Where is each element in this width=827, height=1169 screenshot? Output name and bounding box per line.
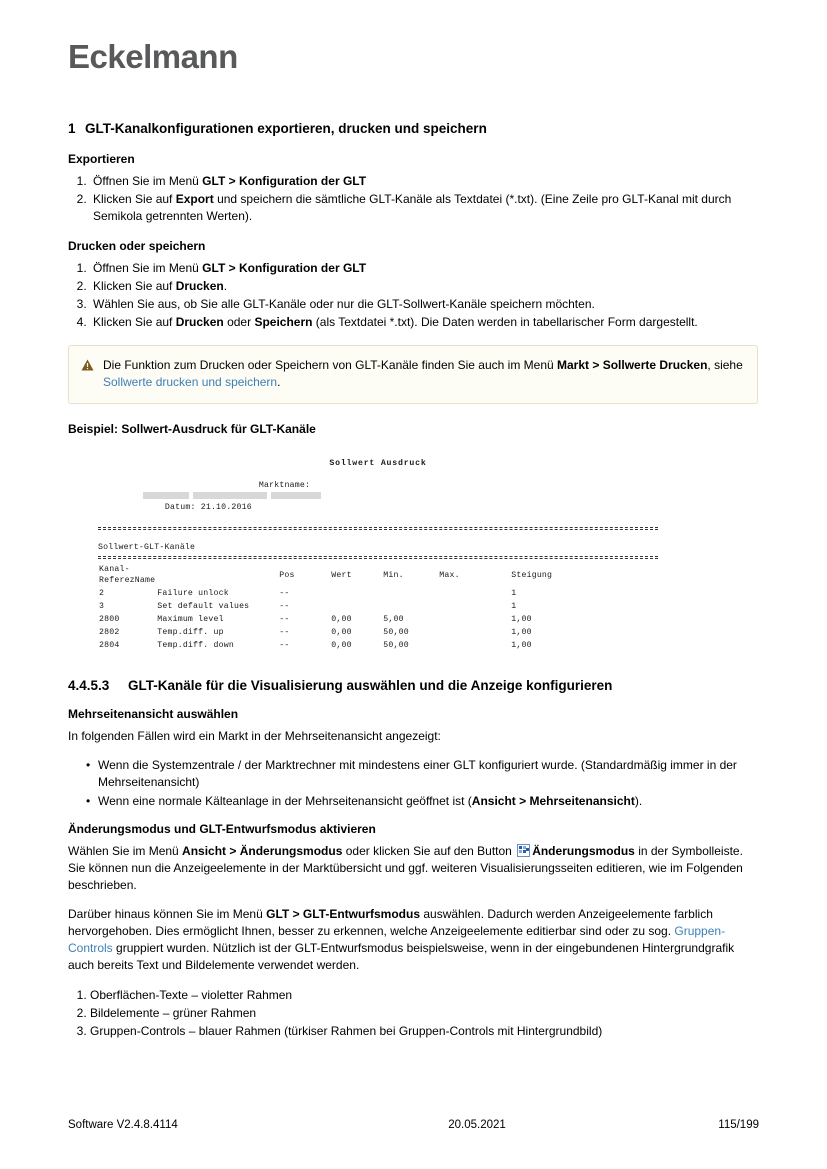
list-item: [90, 173, 758, 190]
list-item: [88, 757, 758, 791]
col-header-min: Min.: [383, 570, 404, 580]
printout-marktname-row: [98, 469, 658, 524]
footer-page-number: 115/199: [718, 1119, 759, 1131]
step-text: Öffnen Sie im Menü: [93, 260, 203, 275]
print-steps-list: [68, 260, 758, 331]
list-item: 3. Gruppen-Controls – blauer Rahmen (türkiser Rahmen bei Gruppen-Controls mit Hintergrundbild): [90, 1022, 758, 1040]
table-row: [98, 613, 553, 626]
printout-datum: Datum: 21.10.2016: [164, 502, 252, 512]
cell-max: [438, 600, 510, 613]
col-header-steigung: Steigung: [511, 570, 553, 580]
step-bold: Export: [175, 191, 214, 206]
cell-max: [438, 626, 510, 639]
step-post: und speichern die sämtliche GLT-Kanäle als Textdatei (*.txt). (Eine Zeile pro GLT-Kanal mit durch Semikola getrennten Werten).: [93, 191, 732, 223]
step-text: Klicken Sie auf: [93, 278, 176, 293]
list-item: 2. Bildelemente – grüner Rahmen: [90, 1004, 758, 1022]
step-text: Klicken Sie auf: [93, 191, 176, 206]
section-2-heading: [68, 678, 758, 693]
subheading-mehrseitenansicht: Mehrseitenansicht auswählen: [68, 707, 239, 722]
warning-icon: [81, 358, 94, 376]
example-heading: Beispiel: Sollwert-Ausdruck für GLT-Kanäle: [68, 421, 316, 436]
section-2-number: 4.4.5.3: [68, 678, 110, 694]
printout-title: Sollwert Ausdruck: [329, 458, 427, 468]
printout-divider-3: [98, 556, 658, 557]
list-item: [88, 793, 758, 810]
para-bold-1: Ansicht > Änderungsmodus: [182, 843, 343, 858]
aenderungsmodus-icon[interactable]: [517, 844, 530, 857]
cell-steigung: 1,00: [511, 641, 532, 651]
printout-divider-4: [98, 558, 658, 559]
list-item: [90, 260, 758, 277]
cell-kanal: 2804: [99, 641, 120, 651]
cell-min: [382, 587, 438, 600]
para-text-2: oder klicken Sie auf den Button: [342, 843, 516, 858]
cell-steigung: 1,00: [511, 615, 532, 625]
step-bold: GLT > Konfiguration der GLT: [202, 260, 367, 275]
table-row: [98, 639, 553, 652]
step-bold: GLT > Konfiguration der GLT: [202, 173, 367, 188]
col-header-name: [156, 563, 278, 587]
cell-name: Maximum level: [157, 615, 224, 625]
bullet-post: ).: [634, 793, 643, 808]
para-bold-2: Änderungsmodus: [532, 843, 635, 858]
note-text-part-1: Die Funktion zum Drucken oder Speichern von GLT-Kanäle finden Sie auch im Menü: [103, 357, 558, 372]
cell-max: [438, 639, 510, 652]
list-item: 1. Oberflächen-Texte – violetter Rahmen: [90, 986, 758, 1004]
step-bold-2: Speichern: [254, 314, 313, 329]
step-text: Öffnen Sie im Menü: [93, 173, 203, 188]
cell-min: 50,00: [383, 641, 409, 651]
company-logo: Eckelmann: [68, 38, 238, 75]
note-text-part-3: .: [277, 375, 281, 390]
list-item: [90, 314, 758, 331]
bullet-text: Wenn eine normale Kälteanlage in der Mehrseitenansicht geöffnet ist (: [98, 793, 472, 808]
cell-pos: --: [279, 602, 290, 612]
section-1-number: 1: [68, 121, 76, 136]
cell-name: Temp.diff. down: [157, 641, 234, 651]
document-content: [68, 120, 758, 1050]
section-1-heading: [68, 120, 758, 138]
step-bold: Drucken: [175, 314, 224, 329]
table-row: [98, 587, 553, 600]
cell-wert: [330, 600, 382, 613]
cell-max: [438, 613, 510, 626]
cell-wert: [330, 587, 382, 600]
bullet-text: Wenn die Systemzentrale / der Marktrechner mit mindestens einer GLT konfiguriert wurde. (Standardmäßig immer in der Mehrseitenansicht): [98, 758, 737, 790]
table-header-row: [98, 563, 553, 587]
para2-text-1: Darüber hinaus können Sie im Menü: [68, 906, 267, 921]
para2-bold-1: GLT > GLT-Entwurfsmodus: [266, 906, 421, 921]
note-text-part-2: , siehe: [707, 357, 743, 372]
cell-steigung: 1: [511, 602, 517, 612]
cell-kanal: 3: [99, 602, 105, 612]
section-1-title: GLT-Kanalkonfigurationen exportieren, drucken und speichern: [85, 121, 487, 136]
cell-pos: --: [279, 615, 290, 625]
mehrseitenansicht-bullets: [68, 757, 758, 809]
step-text: Klicken Sie auf: [93, 314, 176, 329]
subheading-drucken-speichern: Drucken oder speichern: [68, 238, 206, 253]
col-header-max: Max.: [439, 570, 460, 580]
printout-subtitle: Sollwert-GLT-Kanäle: [98, 542, 196, 552]
list-item: [90, 191, 758, 225]
list-item: [90, 296, 758, 313]
printout-marktname-label: Marktname:: [258, 480, 311, 490]
note-bold: Markt > Sollwerte Drucken: [557, 357, 708, 372]
bullet-bold: Ansicht > Mehrseitenansicht: [471, 793, 635, 808]
col-header-pos: Pos: [279, 570, 295, 580]
cell-pos: --: [279, 589, 290, 599]
note-box: [68, 345, 758, 404]
section-2-title: GLT-Kanäle für die Visualisierung auswählen und die Anzeige konfigurieren: [128, 678, 613, 694]
cell-pos: --: [279, 641, 290, 651]
table-row: [98, 600, 553, 613]
step-post: oder: [223, 314, 255, 329]
para2-text-3: gruppiert wurden. Nützlich ist der GLT-Entwurfsmodus beispielsweise, wenn in der eingebundenen Hintergrundgrafik auch bereits Text und Bildelemente verwendet werden.: [68, 940, 735, 972]
para-text-1: Wählen Sie im Menü: [68, 843, 183, 858]
printout-table: [98, 563, 553, 652]
intro-paragraph: In folgenden Fällen wird ein Markt in der Mehrseitenansicht angezeigt:: [68, 729, 441, 744]
col-header-wert: Wert: [331, 570, 352, 580]
page-footer: [68, 1119, 759, 1131]
paragraph-aenderungsmodus: [68, 843, 758, 894]
col-header-kanal: Kanal-ReferezName: [99, 564, 156, 586]
cell-pos: --: [279, 628, 290, 638]
cell-wert: 0,00: [331, 615, 352, 625]
cell-name: Failure unlock: [157, 589, 229, 599]
redacted-value: [143, 492, 189, 499]
gruppen-controls-link[interactable]: Gruppen-Controls: [68, 923, 726, 955]
printout-sample: [98, 458, 658, 653]
cell-wert: 0,00: [331, 628, 352, 638]
paragraph-entwurfsmodus: [68, 906, 758, 974]
printout-divider: [98, 527, 658, 528]
footer-date: 20.05.2021: [448, 1119, 506, 1131]
step-bold: Drucken: [175, 278, 224, 293]
cell-kanal: 2: [99, 589, 105, 599]
cell-name: Set default values: [157, 602, 250, 612]
subheading-aenderungsmodus: Änderungsmodus und GLT-Entwurfsmodus aktivieren: [68, 821, 376, 836]
cell-min: 5,00: [383, 615, 404, 625]
para-text-3: in der Symbolleiste. Sie können nun die Anzeigeelemente in der Marktübersicht und ggf. weiteren Visualisierungsseiten editieren, wie im Folgenden beschrieben.: [68, 843, 743, 892]
cell-kanal: 2802: [99, 628, 120, 638]
cell-kanal: 2800: [99, 615, 120, 625]
redacted-value: [271, 492, 321, 499]
cell-wert: 0,00: [331, 641, 352, 651]
redacted-value: [193, 492, 267, 499]
table-row: [98, 626, 553, 639]
step-post-2: (als Textdatei *.txt). Die Daten werden in tabellarischer Form dargestellt.: [312, 314, 698, 329]
note-text: [103, 357, 743, 392]
cell-steigung: 1: [511, 589, 517, 599]
note-link[interactable]: Sollwerte drucken und speichern: [103, 375, 278, 390]
cell-min: [382, 600, 438, 613]
cell-max: [438, 587, 510, 600]
para2-text-2: auswählen. Dadurch werden Anzeigeelemente farblich hervorgehoben. Dies ermöglicht Ihnen, besser zu erkennen, welche Anzeigeelemente editierbar sind oder zu sog.: [68, 906, 713, 938]
printout-divider-2: [98, 529, 658, 530]
step-text: Wählen Sie aus, ob Sie alle GLT-Kanäle oder nur die GLT-Sollwert-Kanäle speichern möchten.: [93, 296, 595, 311]
footer-software-version: Software V2.4.8.4114: [68, 1119, 178, 1131]
cell-min: 50,00: [383, 628, 409, 638]
export-steps-list: [68, 173, 758, 225]
cell-name: Temp.diff. up: [157, 628, 224, 638]
subheading-exportieren: Exportieren: [68, 151, 135, 166]
step-post: .: [223, 278, 228, 293]
rahmen-list: [68, 986, 758, 1040]
list-item: [90, 278, 758, 295]
cell-steigung: 1,00: [511, 628, 532, 638]
